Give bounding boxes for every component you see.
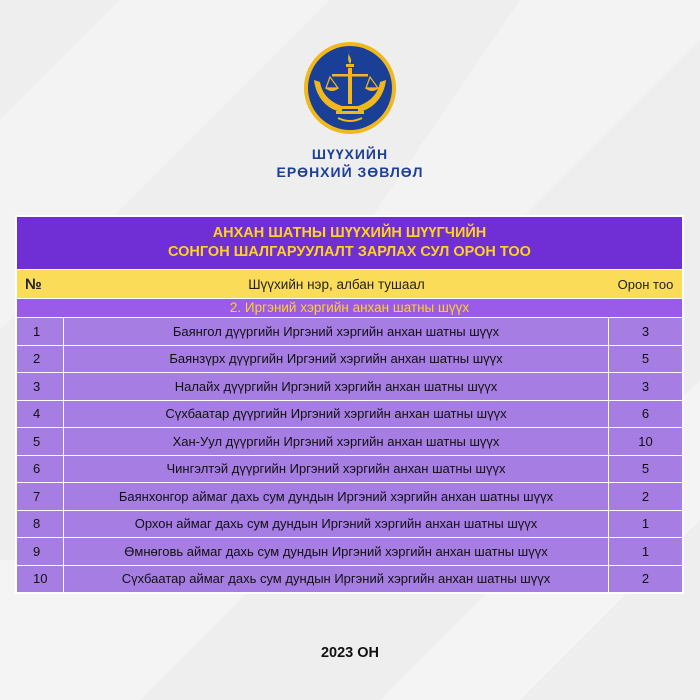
org-name-line2: ЕРӨНХИЙ ЗӨВЛӨЛ bbox=[276, 164, 424, 180]
row-number: 6 bbox=[17, 456, 64, 483]
row-number: 9 bbox=[17, 538, 64, 565]
table-title-line1: АНХАН ШАТНЫ ШҮҮХИЙН ШҮҮГЧИЙН bbox=[212, 225, 487, 241]
row-vacancy-count: 1 bbox=[641, 516, 650, 532]
row-vacancy-count: 2 bbox=[641, 488, 650, 504]
year-label: 2023 ОН bbox=[320, 645, 380, 661]
row-vacancy-count: 3 bbox=[641, 323, 650, 339]
row-court-name: Орхон аймаг дахь сум дундын Иргэний хэргийн анхан шатны шүүх bbox=[64, 511, 609, 538]
row-number: 10 bbox=[17, 566, 64, 593]
table-row bbox=[17, 455, 682, 483]
row-court-name: Сүхбаатар дүүргийн Иргэний хэргийн анхан шатны шүүх bbox=[64, 401, 609, 428]
table-row bbox=[17, 510, 682, 538]
header-number: № bbox=[25, 275, 42, 293]
row-vacancy-count: 10 bbox=[638, 433, 653, 449]
row-court-name: Баянгол дүүргийн Иргэний хэргийн анхан шатны шүүх bbox=[64, 318, 609, 345]
row-court-name: Сүхбаатар аймаг дахь сум дундын Иргэний хэргийн анхан шатны шүүх bbox=[64, 566, 609, 593]
row-court-name: Баянзүрх дүүргийн Иргэний хэргийн анхан шатны шүүх bbox=[64, 346, 609, 373]
table-row bbox=[17, 372, 682, 400]
row-court-name: Налайх дүүргийн Иргэний хэргийн анхан шатны шүүх bbox=[64, 373, 609, 400]
row-vacancy-count: 5 bbox=[641, 351, 650, 367]
table-row bbox=[17, 345, 682, 373]
table-row bbox=[17, 565, 682, 593]
row-number: 4 bbox=[17, 401, 64, 428]
row-court-name: Хан-Уул дүүргийн Иргэний хэргийн анхан шатны шүүх bbox=[64, 428, 609, 455]
row-number: 3 bbox=[17, 373, 64, 400]
row-number: 5 bbox=[17, 428, 64, 455]
row-vacancy-count: 3 bbox=[641, 378, 650, 394]
row-vacancy-count: 2 bbox=[641, 571, 650, 587]
row-vacancy-count: 1 bbox=[641, 543, 650, 559]
org-name-line1: ШҮҮХИЙН bbox=[311, 146, 389, 162]
row-court-name: Чингэлтэй дүүргийн Иргэний хэргийн анхан шатны шүүх bbox=[64, 456, 609, 483]
vacancy-table bbox=[15, 215, 684, 594]
table-row bbox=[17, 317, 682, 345]
row-court-name: Өмнөговь аймаг дахь сум дундын Иргэний хэргийн анхан шатны шүүх bbox=[64, 538, 609, 565]
table-row bbox=[17, 400, 682, 428]
table-row bbox=[17, 427, 682, 455]
table-row bbox=[17, 537, 682, 565]
row-court-name: Баянхонгор аймаг дахь сум дундын Иргэний хэргийн анхан шатны шүүх bbox=[64, 483, 609, 510]
row-number: 2 bbox=[17, 346, 64, 373]
table-title-line2: СОНГОН ШАЛГАРУУЛАЛТ ЗАРЛАХ СУЛ ОРОН ТОО bbox=[168, 244, 531, 260]
table-header-row bbox=[17, 269, 682, 298]
row-number: 7 bbox=[17, 483, 64, 510]
section-heading: 2. Иргэний хэргийн анхан шатны шүүх bbox=[17, 298, 682, 317]
header-vacancy-count: Орон тоо bbox=[617, 276, 674, 292]
row-vacancy-count: 6 bbox=[641, 406, 650, 422]
court-emblem-logo bbox=[302, 40, 398, 136]
row-number: 1 bbox=[17, 318, 64, 345]
row-vacancy-count: 5 bbox=[641, 461, 650, 477]
table-row bbox=[17, 482, 682, 510]
table-title bbox=[17, 217, 682, 269]
row-number: 8 bbox=[17, 511, 64, 538]
header-court-name: Шүүхийн нэр, албан тушаал bbox=[248, 276, 425, 292]
